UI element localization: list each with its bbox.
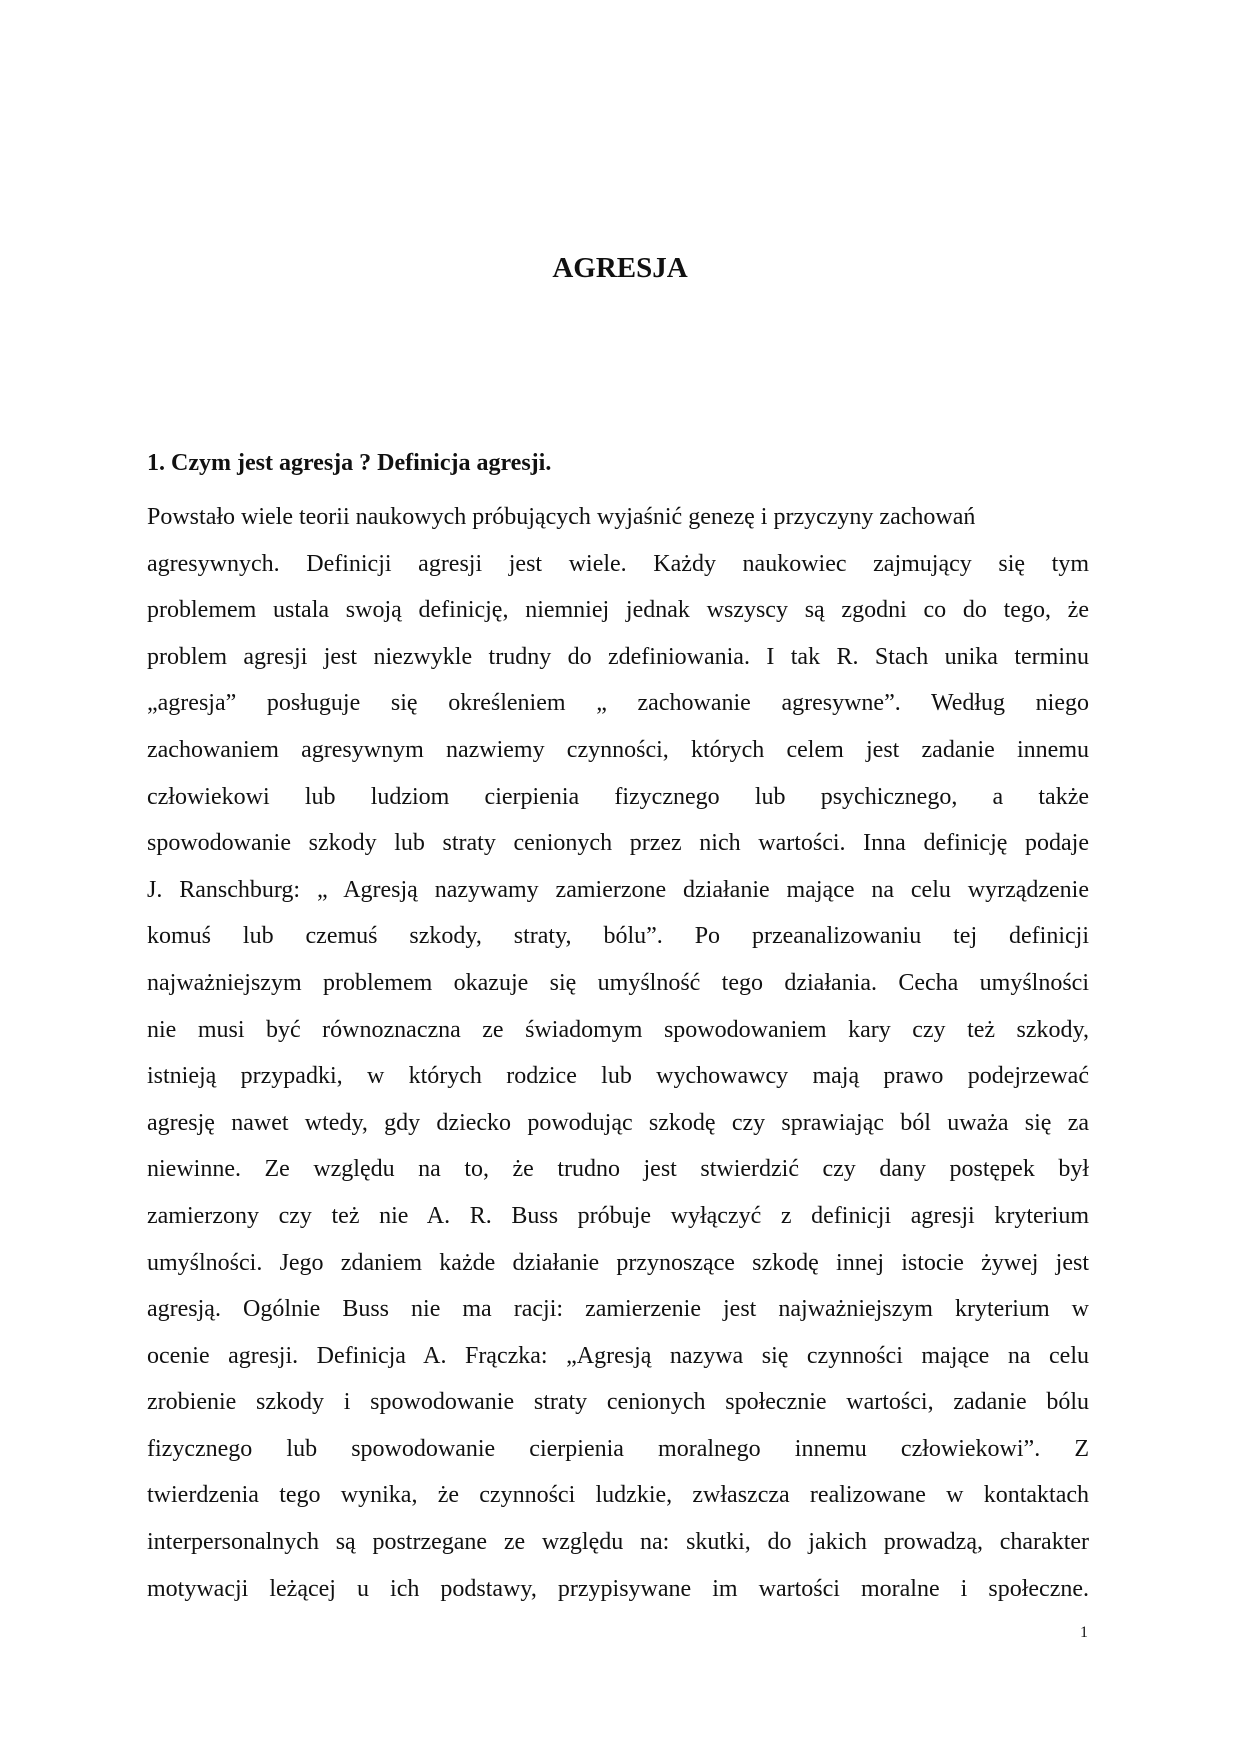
text-line: motywacji leżącej u ich podstawy, przypisywane im wartości moralne i społeczne. bbox=[147, 1575, 1089, 1602]
text-line: agresją. Ogólnie Buss nie ma racji: zamierzenie jest najważniejszym kryterium w bbox=[147, 1296, 1089, 1323]
page-number: 1 bbox=[1080, 1624, 1088, 1641]
text-line: nie musi być równoznaczna ze świadomym spowodowaniem kary czy też szkody, bbox=[147, 1016, 1089, 1043]
text-line: człowiekowi lub ludziom cierpienia fizycznego lub psychicznego, a także bbox=[147, 783, 1089, 810]
text-line: problemem ustala swoją definicję, niemniej jednak wszyscy są zgodni co do tego, że bbox=[147, 597, 1089, 624]
body-paragraph bbox=[147, 494, 1089, 1612]
text-line: istnieją przypadki, w których rodzice lub wychowawcy mają prawo podejrzewać bbox=[147, 1063, 1089, 1090]
text-line: umyślności. Jego zdaniem każde działanie przynoszące szkodę innej istocie żywej jest bbox=[147, 1249, 1089, 1276]
text-line: problem agresji jest niezwykle trudny do zdefiniowania. I tak R. Stach unika terminu bbox=[147, 643, 1089, 670]
text-line: agresywnych. Definicji agresji jest wiele. Każdy naukowiec zajmujący się tym bbox=[147, 550, 1089, 577]
text-line: komuś lub czemuś szkody, straty, bólu”. Po przeanalizowaniu tej definicji bbox=[147, 923, 1089, 950]
text-line: niewinne. Ze względu na to, że trudno jest stwierdzić czy dany postępek był bbox=[147, 1156, 1089, 1183]
text-line: najważniejszym problemem okazuje się umyślność tego działania. Cecha umyślności bbox=[147, 969, 1089, 996]
text-line: zrobienie szkody i spowodowanie straty cenionych społecznie wartości, zadanie bólu bbox=[147, 1389, 1089, 1416]
text-line: zachowaniem agresywnym nazwiemy czynności, których celem jest zadanie innemu bbox=[147, 736, 1089, 763]
text-line: twierdzenia tego wynika, że czynności ludzkie, zwłaszcza realizowane w kontaktach bbox=[147, 1482, 1089, 1509]
text-line: „agresja” posługuje się określeniem „ zachowanie agresywne”. Według niego bbox=[147, 690, 1089, 717]
text-line: J. Ranschburg: „ Agresją nazywamy zamierzone działanie mające na celu wyrządzenie bbox=[147, 876, 1089, 903]
document-title: AGRESJA bbox=[552, 252, 688, 284]
text-line: agresję nawet wtedy, gdy dziecko powodując szkodę czy sprawiając ból uważa się za bbox=[147, 1109, 1089, 1136]
text-line: spowodowanie szkody lub straty cenionych przez nich wartości. Inna definicję podaje bbox=[147, 830, 1089, 857]
text-line: ocenie agresji. Definicja A. Frączka: „Agresją nazywa się czynności mające na celu bbox=[147, 1342, 1089, 1369]
text-line: fizycznego lub spowodowanie cierpienia moralnego innemu człowiekowi”. Z bbox=[147, 1435, 1089, 1462]
text-line: interpersonalnych są postrzegane ze względu na: skutki, do jakich prowadzą, charakter bbox=[147, 1529, 1089, 1556]
text-line: zamierzony czy też nie A. R. Buss próbuje wyłączyć z definicji agresji kryterium bbox=[147, 1202, 1089, 1229]
section-heading: 1. Czym jest agresja ? Definicja agresji. bbox=[147, 450, 552, 476]
text-line: Powstało wiele teorii naukowych próbujących wyjaśnić genezę i przyczyny zachowań bbox=[147, 504, 976, 530]
